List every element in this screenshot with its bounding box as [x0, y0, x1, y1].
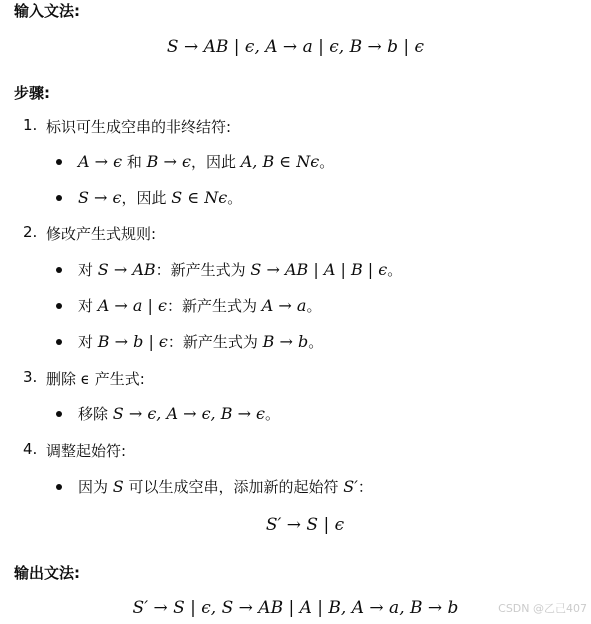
step-title: 删除 ϵ 产生式: [46, 370, 145, 388]
step-title: 标识可生成空串的非终结符: [46, 118, 232, 136]
bullet-text: ：新产生式为 [155, 261, 251, 279]
math-expression: A → ϵ [78, 152, 123, 171]
math-expression: S [112, 477, 124, 496]
bullet-item [78, 331, 323, 352]
bullet-text: ，因此 [121, 189, 172, 207]
math-expression: B → b | ϵ [97, 332, 168, 351]
step-number: 2. [23, 223, 38, 241]
bullet-item [78, 295, 321, 316]
math-expression: S ∈ Nϵ [171, 188, 228, 207]
bullet-text: 对 [78, 261, 98, 279]
bullet-text: 。 [387, 261, 403, 279]
bullet-item [78, 403, 280, 424]
math-expression: B → b [262, 332, 309, 351]
bullet-item [78, 476, 373, 497]
bullet-text: 可以生成空串，添加新的起始符 [123, 478, 344, 496]
bullet-text: 和 [122, 153, 147, 171]
bullet-text: 对 [78, 297, 98, 315]
bullet-item [78, 151, 334, 172]
bullet-dot [56, 195, 62, 201]
bullet-dot [56, 159, 62, 165]
bullet-dot [56, 484, 62, 490]
bullet-text: 。 [265, 405, 281, 423]
math-expression: S → ϵ [78, 188, 122, 207]
step-number: 1. [23, 116, 38, 134]
step-title: 修改产生式规则: [46, 225, 157, 243]
bullet-text: 。 [308, 333, 324, 351]
input-heading: 输入文法: [14, 2, 80, 20]
math-expression: A, B ∈ Nϵ [240, 152, 320, 171]
bullet-item [78, 187, 242, 208]
input-grammar: S → AB | ϵ, A → a | ϵ, B → b | ϵ [166, 37, 425, 57]
bullet-text: ：新产生式为 [167, 333, 263, 351]
math-expression: S → AB [97, 260, 156, 279]
bullet-text: 。 [319, 153, 335, 171]
bullet-text: ，因此 [190, 153, 241, 171]
step-title: 调整起始符: [46, 442, 127, 460]
math-expression: A → a [261, 296, 307, 315]
bullet-text: 因为 [78, 478, 113, 496]
bullet-text: 移除 [78, 405, 113, 423]
bullet-text: 对 [78, 333, 98, 351]
math-expression: S → ϵ, A → ϵ, B → ϵ [112, 404, 266, 423]
bullet-text: ：新产生式为 [166, 297, 262, 315]
bullet-dot [56, 339, 62, 345]
step-number: 3. [23, 368, 38, 386]
math-expression: S′ [343, 477, 358, 496]
step-number: 4. [23, 440, 38, 458]
watermark: CSDN @乙己407 [498, 602, 587, 615]
bullet-item [78, 259, 402, 280]
output-grammar: S′ → S | ϵ, S → AB | A | B, A → a, B → b [132, 598, 459, 618]
bullet-text: 。 [227, 189, 243, 207]
bullet-dot [56, 303, 62, 309]
math-expression: B → ϵ [146, 152, 191, 171]
steps-heading: 步骤: [14, 84, 50, 102]
bullet-text: 。 [306, 297, 322, 315]
output-heading: 输出文法: [14, 564, 80, 582]
math-expression: A → a | ϵ [97, 296, 167, 315]
bullet-dot [56, 411, 62, 417]
new-start-rule: S′ → S | ϵ [265, 515, 345, 535]
math-expression: S → AB | A | B | ϵ [250, 260, 388, 279]
bullet-dot [56, 267, 62, 273]
bullet-text: ： [357, 478, 373, 496]
